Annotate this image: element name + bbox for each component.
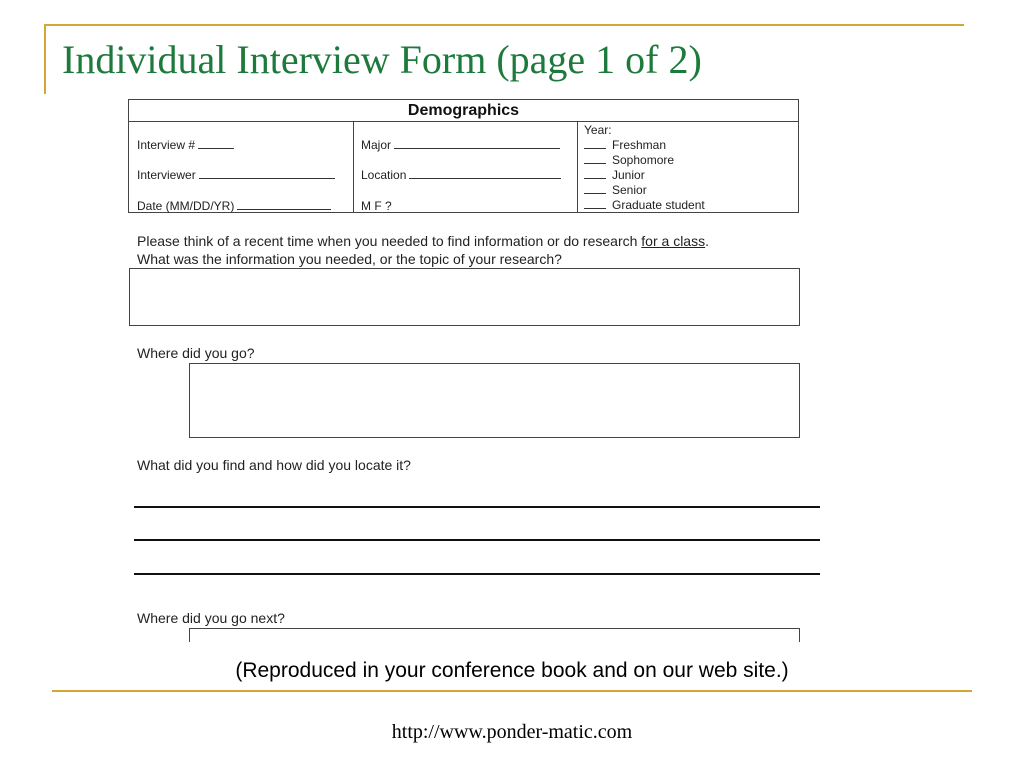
major-field[interactable] <box>361 138 560 152</box>
question-1-text: Please think of a recent time when you needed to find information or do research for a class. <box>137 233 709 249</box>
answer-line[interactable] <box>134 539 820 541</box>
demographics-heading: Demographics <box>129 100 798 122</box>
answer-box-1[interactable] <box>129 268 800 326</box>
answer-box-4[interactable] <box>189 628 800 642</box>
date-label: Date (MM/DD/YR) <box>137 199 235 213</box>
sex-field[interactable] <box>361 199 392 213</box>
column-divider <box>577 122 578 213</box>
sex-label: M F ? <box>361 199 392 213</box>
year-option[interactable]: Freshman <box>584 138 666 152</box>
question-1-line-2: What was the information you needed, or the topic of your research? <box>137 251 562 267</box>
title-accent-rule <box>44 24 964 26</box>
year-option[interactable]: Sophomore <box>584 153 674 167</box>
website-url: http://www.ponder-matic.com <box>391 721 633 743</box>
title-accent-bar <box>44 24 46 94</box>
question-2-text: Where did you go? <box>137 345 255 361</box>
interview-number-field[interactable] <box>137 138 234 152</box>
interviewer-field[interactable] <box>137 168 335 182</box>
demographics-table <box>128 99 799 213</box>
year-option[interactable]: Graduate student <box>584 198 705 212</box>
footer-rule <box>52 690 972 692</box>
question-3-text: What did you find and how did you locate it? <box>137 457 411 473</box>
answer-box-2[interactable] <box>189 363 800 438</box>
reproduction-caption: (Reproduced in your conference book and on our web site.) <box>235 659 789 682</box>
location-label: Location <box>361 168 407 182</box>
column-divider <box>353 122 354 213</box>
date-field[interactable] <box>137 199 331 213</box>
answer-line[interactable] <box>134 573 820 575</box>
year-option[interactable]: Junior <box>584 168 645 182</box>
year-label: Year: <box>584 123 612 137</box>
for-a-class-emphasis: for a class <box>641 233 706 249</box>
answer-line[interactable] <box>134 506 820 508</box>
location-field[interactable] <box>361 168 561 182</box>
question-4-text: Where did you go next? <box>137 610 285 626</box>
major-label: Major <box>361 138 392 152</box>
year-option[interactable]: Senior <box>584 183 647 197</box>
slide-title: Individual Interview Form (page 1 of 2) <box>62 37 702 82</box>
interviewer-label: Interviewer <box>137 168 196 182</box>
interview-number-label: Interview # <box>137 138 196 152</box>
